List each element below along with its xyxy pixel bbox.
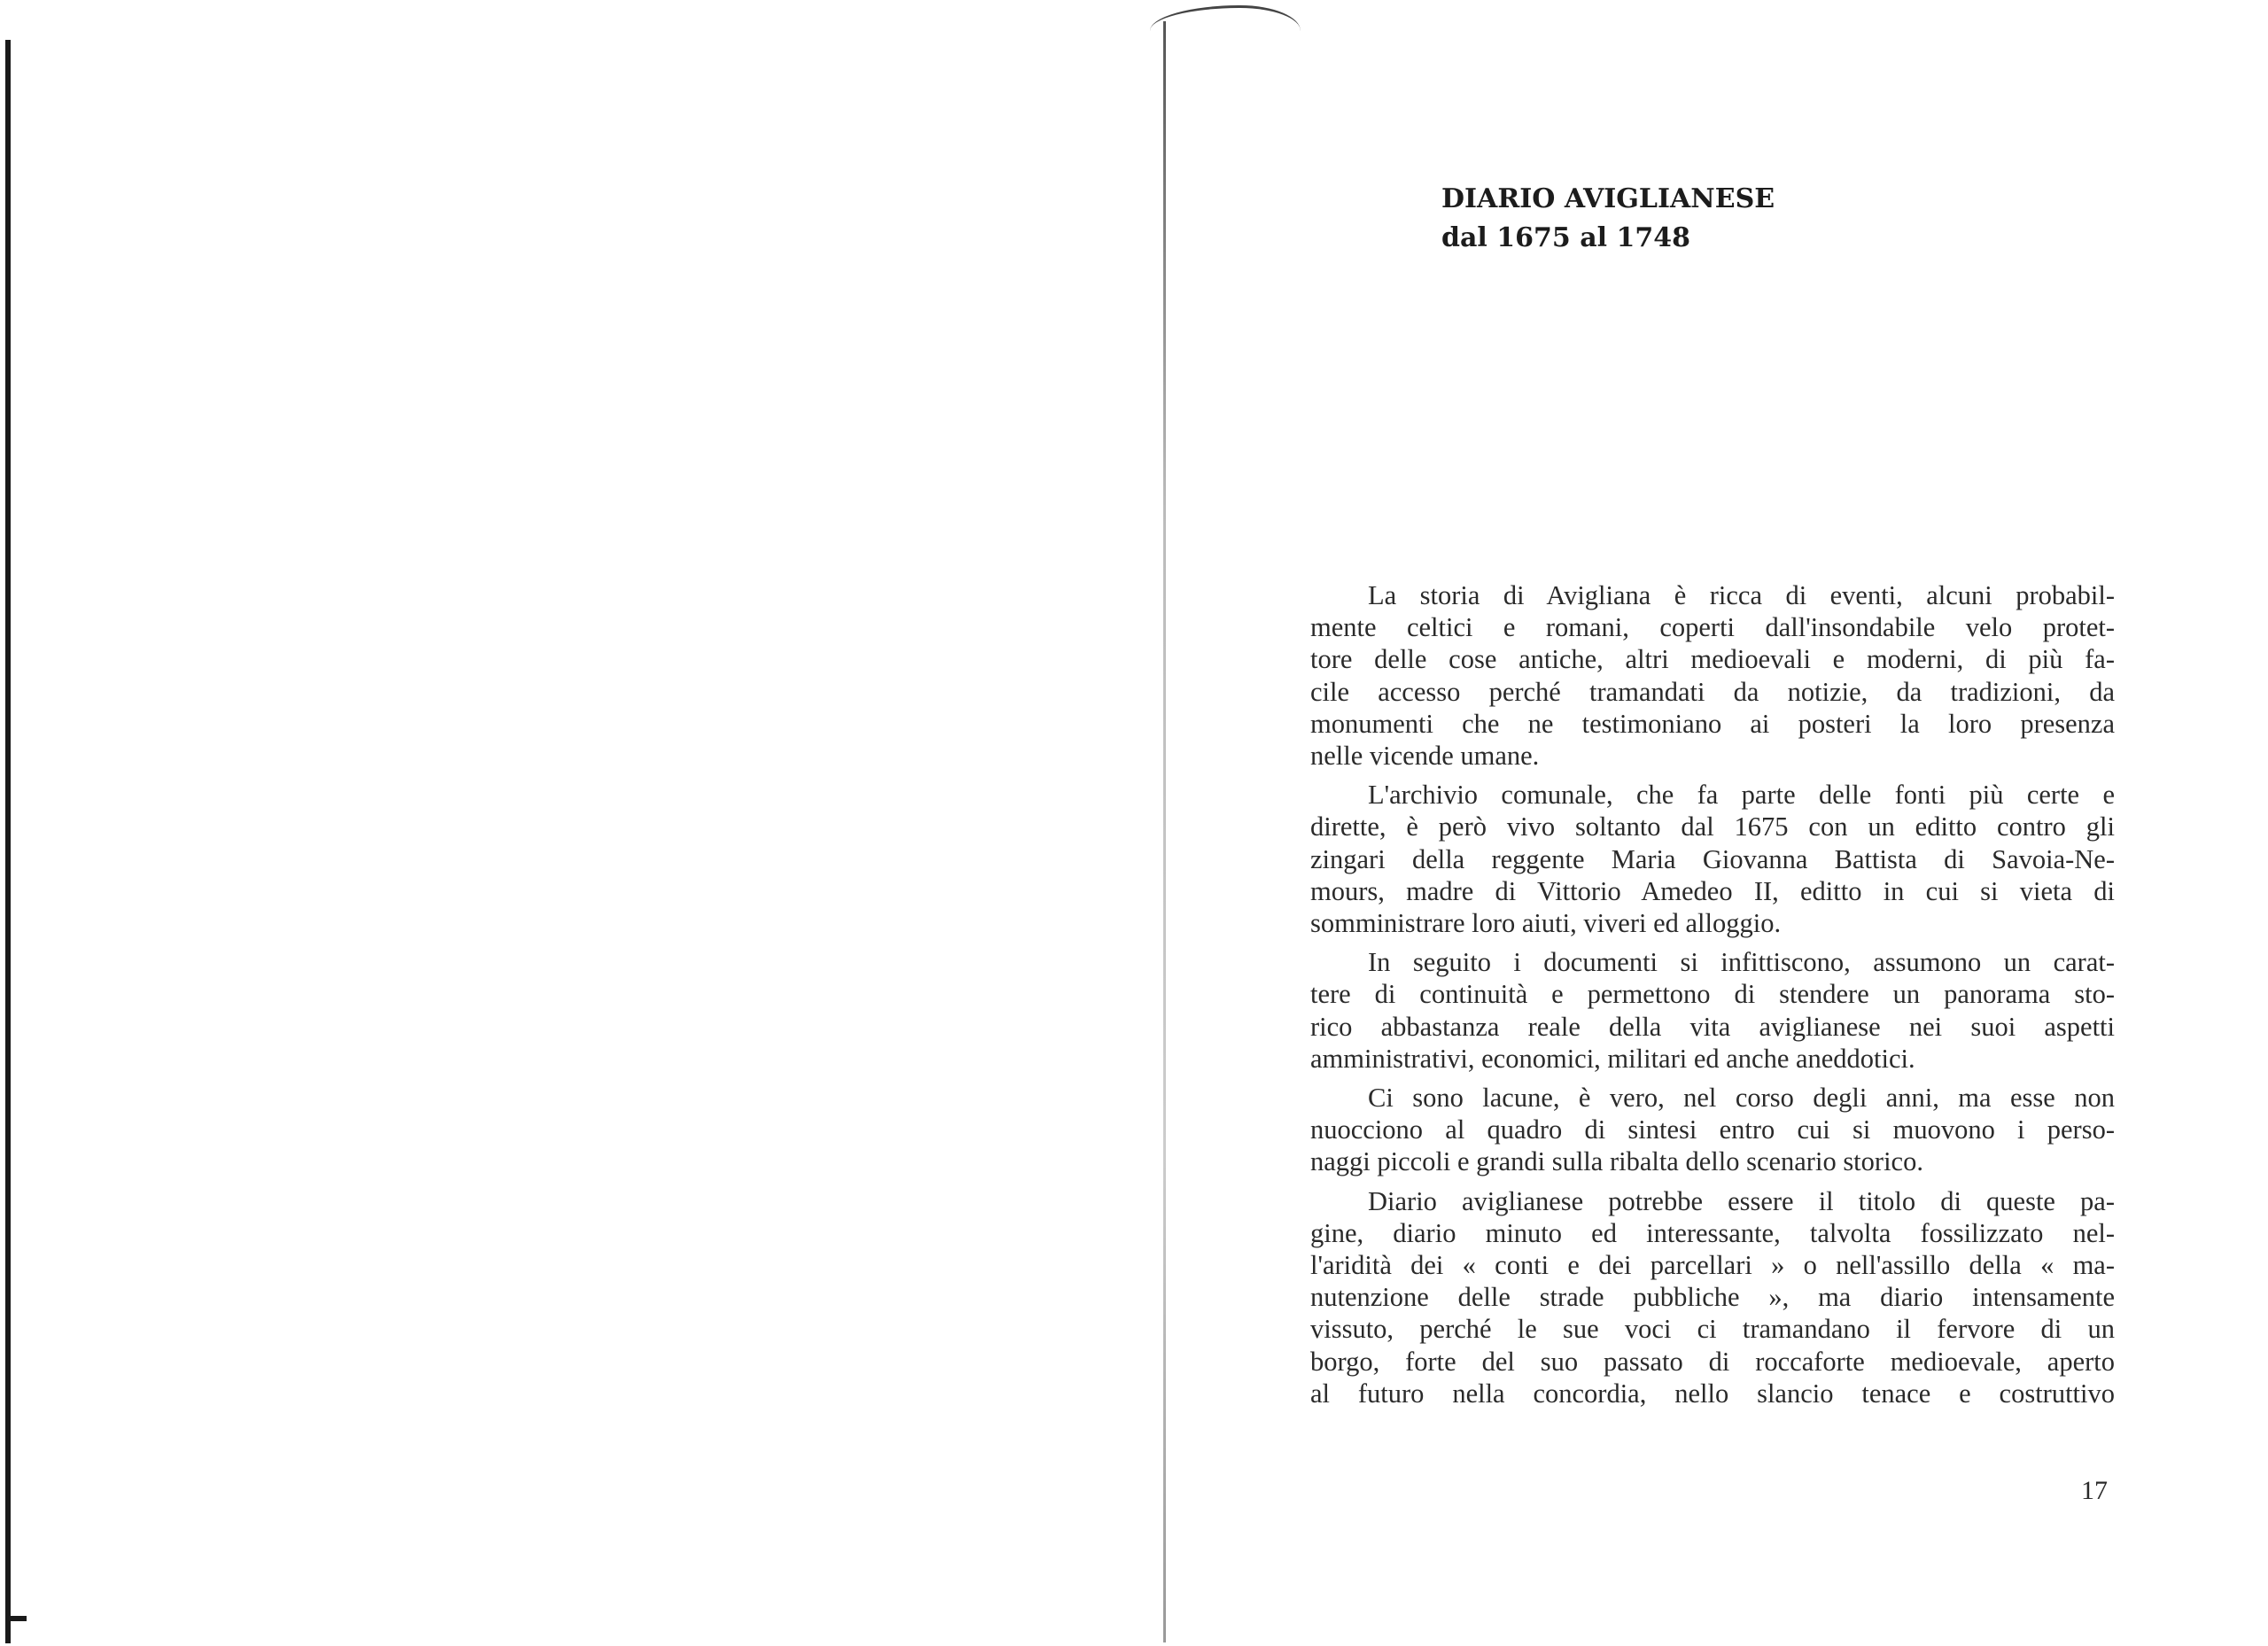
text-line: nutenzione delle strade pubbliche », ma diario intensamente xyxy=(1310,1282,2115,1313)
text-line: al futuro nella concordia, nello slancio tenace e costruttivo xyxy=(1310,1378,2115,1409)
text-line: zingari della reggente Maria Giovanna Battista di Savoia-Ne- xyxy=(1310,843,2115,874)
text-line: Diario aviglianese potrebbe essere il titolo di queste pa- xyxy=(1368,1185,2115,1216)
text-line: dirette, è però vivo soltanto dal 1675 con un editto contro gli xyxy=(1310,811,2115,842)
text-line: naggi piccoli e grandi sulla ribalta dello scenario storico. xyxy=(1310,1146,1923,1177)
chapter-title-line-1: DIARIO AVIGLIANESE xyxy=(1441,183,1775,214)
text-line: mours, madre di Vittorio Amedeo II, editto in cui si vieta di xyxy=(1310,875,2115,906)
text-line: tore delle cose antiche, altri medioevali e moderni, di più fa- xyxy=(1310,644,2115,675)
text-line: In seguito i documenti si infittiscono, assumono un carat- xyxy=(1368,947,2115,978)
text-line: amministrativi, economici, militari ed anche aneddotici. xyxy=(1310,1043,1915,1074)
text-line: La storia di Avigliana è ricca di eventi, alcuni probabil- xyxy=(1368,580,2115,610)
left-edge-corner xyxy=(9,1616,27,1621)
text-line: L'archivio comunale, che fa parte delle fonti più certe e xyxy=(1368,780,2115,811)
text-line: rico abbastanza reale della vita aviglianese nei suoi aspetti xyxy=(1310,1011,2115,1042)
text-line: cile accesso perché tramandati da notizie, da tradizioni, da xyxy=(1310,676,2115,707)
paragraph xyxy=(1310,1185,2115,1409)
body-text xyxy=(1310,579,2115,1417)
text-line: somministrare loro aiuti, viveri ed alloggio. xyxy=(1310,908,1782,939)
text-line: Ci sono lacune, è vero, nel corso degli anni, ma esse non xyxy=(1368,1083,2115,1114)
paragraph xyxy=(1310,579,2115,772)
paragraph xyxy=(1310,946,2115,1075)
text-line: monumenti che ne testimoniano ai posteri la loro presenza xyxy=(1310,708,2115,739)
text-line: borgo, forte del suo passato di roccaforte medioevale, aperto xyxy=(1310,1346,2115,1377)
text-line: gine, diario minuto ed interessante, talvolta fossilizzato nel- xyxy=(1310,1217,2115,1248)
left-edge-shadow xyxy=(5,40,11,1643)
book-gutter xyxy=(1163,21,1166,1642)
text-line: nelle vicende umane. xyxy=(1310,741,1540,772)
text-line: vissuto, perché le sue voci ci tramandano il fervore di un xyxy=(1310,1314,2115,1345)
chapter-title xyxy=(1441,180,1775,258)
paragraph xyxy=(1310,779,2115,939)
paragraph xyxy=(1310,1082,2115,1178)
page-number: 17 xyxy=(2081,1476,2108,1505)
text-line: nuocciono al quadro di sintesi entro cui si muovono i perso- xyxy=(1310,1114,2115,1145)
text-line: mente celtici e romani, coperti dall'insondabile velo protet- xyxy=(1310,612,2115,643)
text-line: l'aridità dei « conti e dei parcellari » o nell'assillo della « ma- xyxy=(1310,1250,2115,1281)
chapter-title-line-2: dal 1675 al 1748 xyxy=(1441,222,1690,253)
text-line: tere di continuità e permettono di stendere un panorama sto- xyxy=(1310,979,2115,1010)
